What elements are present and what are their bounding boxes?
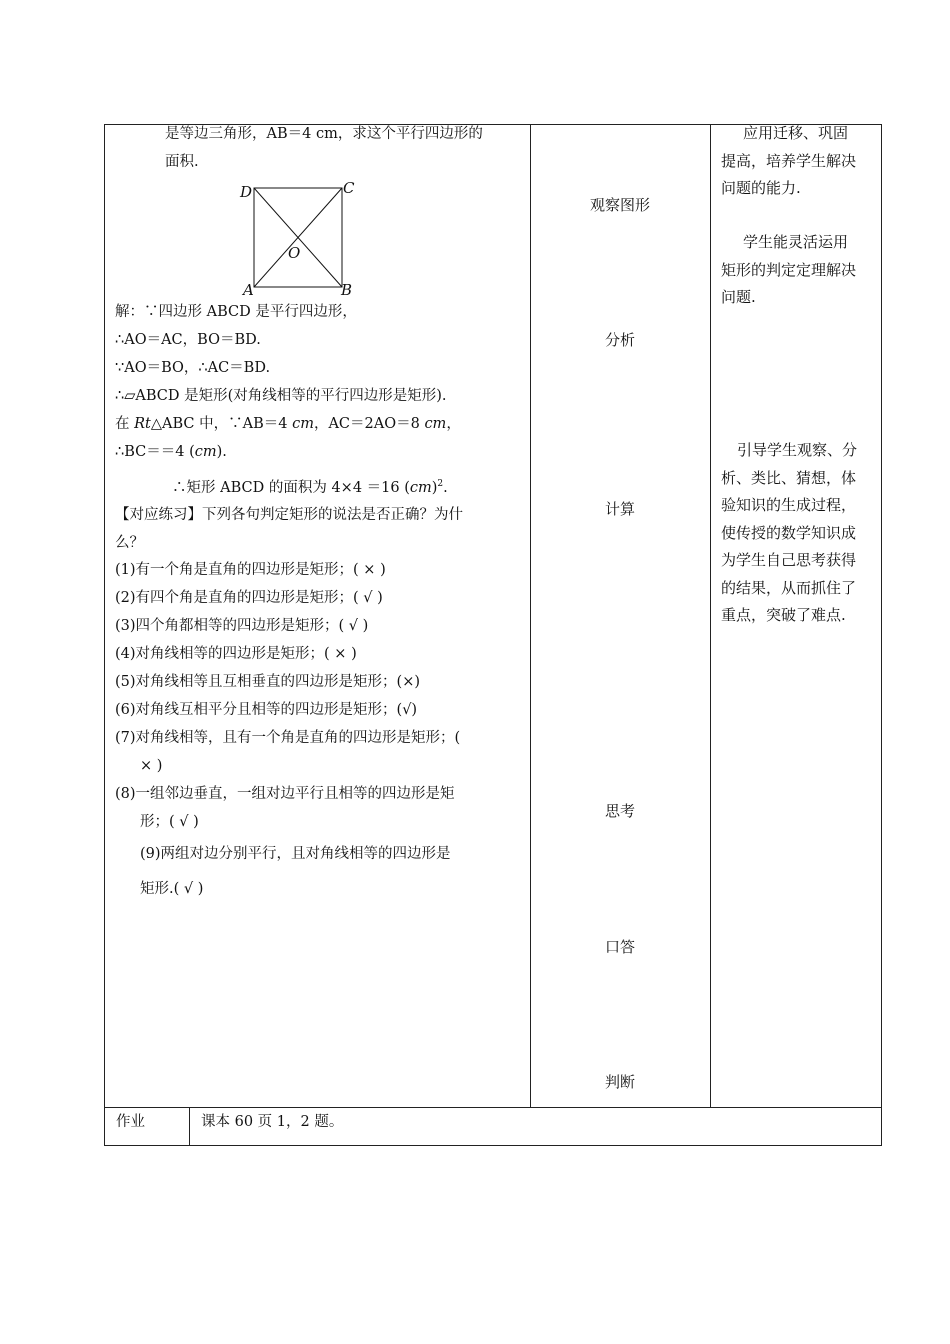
column-divider [710, 124, 711, 1107]
row-divider [104, 1107, 882, 1108]
solution-line: ∴矩形 ABCD 的面积为 4×4 ＝16 (cm)$^2$. [172, 479, 448, 496]
practice-item: (7)对角线相等，且有一个角是直角的四边形是矩形；( [115, 730, 461, 746]
homework-label: 作业 [116, 1114, 145, 1130]
practice-item: (6)对角线互相平分且相等的四边形是矩形；(√) [115, 702, 418, 718]
vertex-label-c: C [343, 179, 355, 197]
vertex-label-a: A [243, 281, 254, 298]
practice-item: (4)对角线相等的四边形是矩形；( × ) [115, 646, 357, 662]
practice-item: (9)两组对边分别平行，且对角线相等的四边形是 [140, 846, 451, 862]
practice-item: (3)四个角都相等的四边形是矩形；( √ ) [115, 618, 369, 634]
solution-line: ∵AO＝BO，∴AC＝BD. [115, 360, 271, 376]
intent-paragraph: 应用迁移、巩固 提高，培养学生解决 问题的能力. [721, 124, 857, 197]
problem-line: 是等边三角形，AB＝4 cm，求这个平行四边形的 [165, 126, 483, 142]
practice-item: 形；( √ ) [140, 814, 199, 830]
activity-observe: 观察图形 [589, 196, 650, 214]
practice-title: 么？ [115, 535, 144, 551]
practice-item: (8)一组邻边垂直，一组对边平行且相等的四边形是矩 [115, 786, 455, 802]
practice-item: (5)对角线相等且互相垂直的四边形是矩形；(×) [115, 674, 421, 690]
activity-answer: 口答 [604, 938, 635, 956]
homework-content: 课本 60 页 1，2 题。 [201, 1114, 344, 1130]
practice-item: (2)有四个角是直角的四边形是矩形；( √ ) [115, 590, 383, 606]
practice-item: × ) [140, 758, 163, 774]
solution-line: 在 Rt△ABC 中，∵AB＝4 cm，AC＝2AO＝8 cm， [115, 416, 461, 432]
column-divider [189, 1107, 190, 1146]
solution-line: ∴BC＝＝4 (cm). [115, 444, 227, 460]
activity-think: 思考 [604, 802, 635, 820]
solution-line: ∴▱ABCD 是矩形(对角线相等的平行四边形是矩形). [115, 388, 447, 404]
practice-item: (1)有一个角是直角的四边形是矩形；( × ) [115, 562, 386, 578]
intent-paragraph: 引导学生观察、分 析、类比、猜想，体 验知识的生成过程， 使传授的数学知识成 为学生自己思考获得 的结果，从而抓住了 重点，突破了难点. [721, 441, 858, 624]
problem-line: 面积. [165, 154, 199, 170]
solution-line: 解：∵四边形 ABCD 是平行四边形， [115, 304, 357, 320]
intent-paragraph: 学生能灵活运用 矩形的判定定理解决 问题. [721, 233, 857, 306]
activity-analyze: 分析 [604, 331, 635, 349]
vertex-label-b: B [341, 281, 353, 298]
activity-calculate: 计算 [604, 500, 635, 518]
activity-judge: 判断 [604, 1073, 635, 1091]
rectangle-figure [235, 178, 365, 298]
practice-title: 【对应练习】下列各句判定矩形的说法是否正确？为什 [115, 507, 463, 523]
solution-line: ∴AO＝AC，BO＝BD. [115, 332, 261, 348]
practice-item: 矩形.( √ ) [140, 881, 204, 897]
vertex-label-d: D [240, 183, 253, 201]
column-divider [530, 124, 531, 1107]
center-label-o: O [288, 244, 301, 262]
